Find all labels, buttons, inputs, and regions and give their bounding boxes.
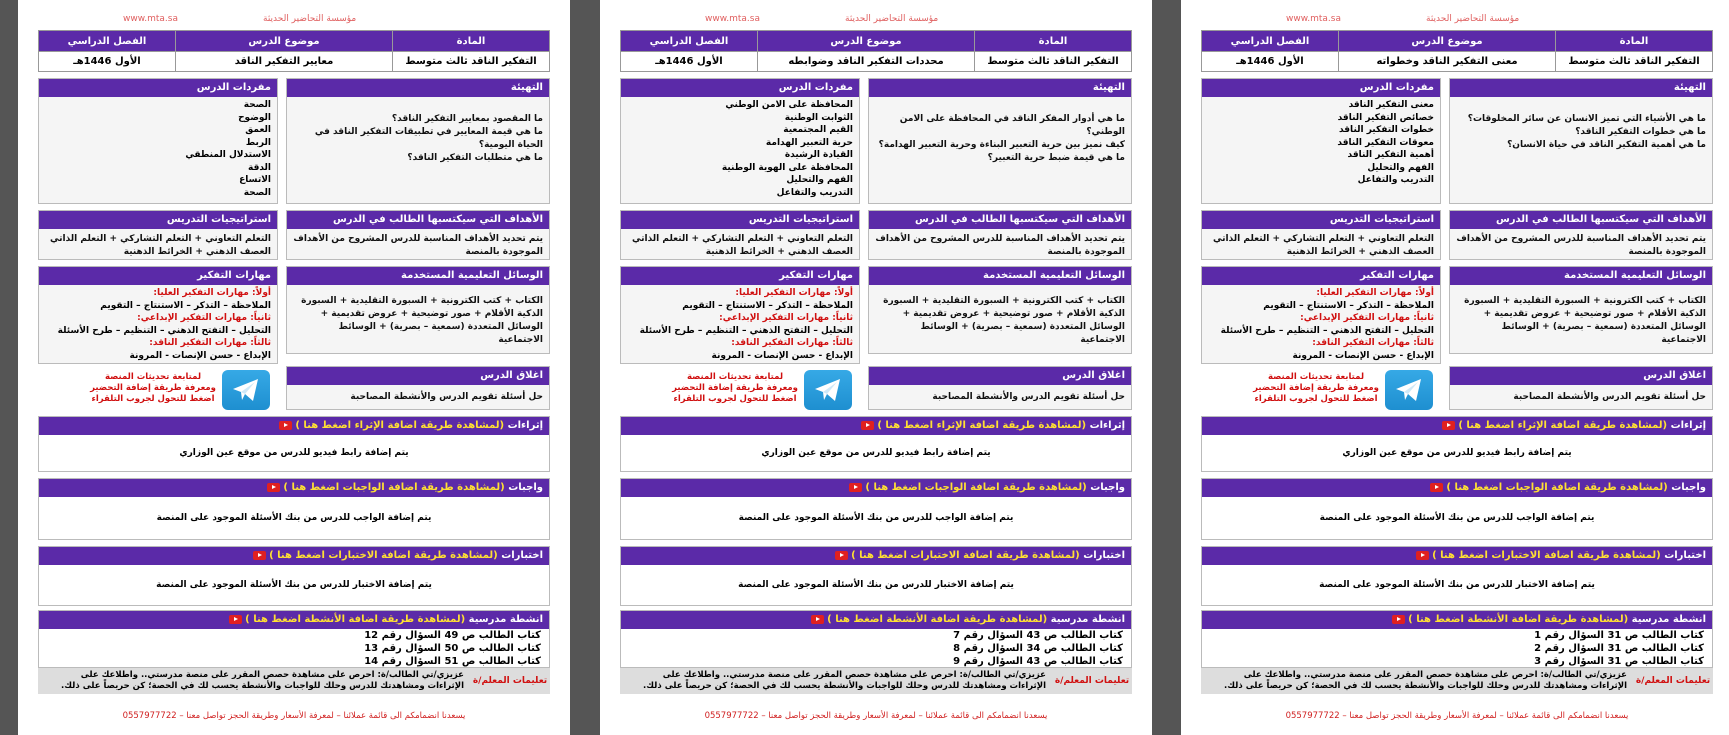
activities-list: كتاب الطالب ص 49 السؤال رقم 12 كتاب الطالب ص 50 السؤال رقم 13 كتاب الطالب ص 51 السؤال رقم 14: [364, 630, 541, 667]
notes-text: عزيزي/تي الطالب/ة: احرص على مشاهدة حصص المقرر على منصة مدرستي.. واطلاعك على الإثراءات ومشاهدتك للدرس وحلك للواجبات والأنشطة يحسب لك في الحصة؛ كن حريصاً على ذلك.: [643, 670, 1046, 691]
term-value: الأول 1446هـ: [655, 56, 723, 67]
warmup-title: التهيئة: [869, 79, 1131, 97]
term-header: الفصل الدراسي: [67, 35, 147, 47]
subject-header: المادة: [1555, 31, 1712, 51]
term-header: الفصل الدراسي: [1230, 35, 1310, 47]
vocab-item: الثوابت الوطنية: [784, 112, 853, 123]
media-box: الوسائل التعليمية المستخدمة الكتاب + كتب الكترونية + السبورة التقليدية + السبورة الذكية الأقلام + صور توضيحية + عروض تقديمية + الوسائل المتعددة (سمعية – بصرية) + الوسائط الاجتماعية: [868, 266, 1132, 354]
promo-text[interactable]: لمتابعة تحديثات المنصة ومعرفة طريقة إضافة التحضير اضغط للتحول لجروب التلقراء: [672, 372, 798, 404]
vocab-item: أهمية التفكير الناقد: [1347, 150, 1434, 160]
closing-title: اغلاق الدرس: [869, 367, 1131, 385]
tests-link[interactable]: (لمشاهدة طريقة اضافة الاختبارات اضغط هنا ): [1432, 550, 1661, 561]
closing-title: اغلاق الدرس: [287, 367, 549, 385]
subject-value: التفكير الناقد ثالث متوسط: [1555, 52, 1712, 71]
footer-contact: يسعدنا انضمامكم الى قائمة عملائنا – لمعرفة الأسعار وطريقة الحجز تواصل معنا – 0557977722: [704, 711, 1048, 721]
skill-line: الملاحظة – التذكر – الاستنتاج – التقويم: [1263, 300, 1434, 311]
skill-line: ثالثاً: مهارات التفكير الناقد:: [149, 338, 271, 348]
closing-box: اغلاق الدرس حل أسئلة تقويم الدرس والأنشطة المصاحبة: [868, 366, 1132, 410]
skill-line: الإبداع - حسن الإنصات - المرونة: [1292, 350, 1434, 361]
skill-line: أولاً: مهارات التفكير العليا:: [153, 288, 271, 298]
site-url[interactable]: www.mta.sa: [123, 14, 178, 24]
vocab-item: القيادة الرشيدة: [784, 150, 853, 160]
enrich-link[interactable]: (لمشاهدة طريقة اضافة الإثراء اضغط هنا ): [877, 420, 1087, 431]
tests-title: اختبارات: [1083, 550, 1125, 561]
goals-box: الأهداف التي سيكتسبها الطالب في الدرس يتم تحديد الأهداف المناسبة للدرس المشروح من الأهداف الموجودة بالمنصة: [868, 210, 1132, 260]
skill-line: ثانياً: مهارات التفكير الإبداعي:: [719, 313, 853, 323]
goals-title: الأهداف التي سيكتسبها الطالب في الدرس: [869, 211, 1131, 229]
homework-title: واجبات: [1671, 482, 1706, 493]
media-title: الوسائل التعليمية المستخدمة: [287, 267, 549, 285]
telegram-icon[interactable]: [222, 370, 270, 410]
vocab-item: الربط: [245, 137, 271, 148]
skill-line: الإبداع - حسن الإنصات - المرونة: [711, 350, 853, 361]
youtube-icon[interactable]: [253, 551, 266, 560]
warmup-box: التهيئة ما هي أدوار المفكر الناقد في المحافظة على الامن الوطني؟ كيف نميز بين حرية التعبير البناءة وحرية التعبير الهدامة؟ ما هي قيمة ضبط حرية التعبير؟: [868, 78, 1132, 204]
skills-title: مهارات التفكير: [621, 267, 859, 285]
vocab-item: العمق: [245, 125, 271, 135]
strategies-title: استراتيجيات التدريس: [1202, 211, 1440, 229]
warmup-box: التهيئة ما هي الأشياء التي تميز الانسان عن سائر المخلوقات؟ ما هي خطوات التفكير الناقد؟ ما هي أهمية التفكير الناقد في حياة الانسان؟: [1449, 78, 1713, 204]
lesson-plan-page: [600, 0, 1152, 735]
tests-link[interactable]: (لمشاهدة طريقة اضافة الاختبارات اضغط هنا ): [269, 550, 498, 561]
youtube-icon[interactable]: [1392, 615, 1405, 624]
topic-header: موضوع الدرس: [175, 31, 392, 51]
footer-contact: يسعدنا انضمامكم الى قائمة عملائنا – لمعرفة الأسعار وطريقة الحجز تواصل معنا – 0557977722: [122, 711, 466, 721]
youtube-icon[interactable]: [1442, 421, 1455, 430]
youtube-icon[interactable]: [1416, 551, 1429, 560]
vocab-title: مفردات الدرس: [621, 79, 859, 97]
youtube-icon[interactable]: [279, 421, 292, 430]
skill-line: ثالثاً: مهارات التفكير الناقد:: [1312, 338, 1434, 348]
vocab-item: المحافظة على الامن الوطني: [725, 100, 853, 110]
lesson-info-table: [1201, 30, 1713, 72]
topic-value: معنى التفكير الناقد وخطواته: [1338, 52, 1555, 71]
teacher-notes: [620, 668, 1132, 694]
media-title: الوسائل التعليمية المستخدمة: [869, 267, 1131, 285]
tests-section: اختبارات (لمشاهدة طريقة اضافة الاختبارات اضغط هنا ) يتم إضافة الاختبار للدرس من بنك الأسئلة الموجود على المنصة: [38, 546, 550, 606]
skill-line: الملاحظة – التذكر – الاستنتاج – التقويم: [682, 300, 853, 311]
skill-line: أولاً: مهارات التفكير العليا:: [1316, 288, 1434, 298]
warmup-title: التهيئة: [287, 79, 549, 97]
homework-link[interactable]: (لمشاهدة طريقة اضافة الواجبات اضغط هنا ): [865, 482, 1087, 493]
vocab-item: خصائص التفكير الناقد: [1337, 112, 1434, 123]
vocab-item: الصحة: [243, 187, 271, 198]
subject-value: التفكير الناقد ثالث متوسط: [392, 52, 549, 71]
goals-title: الأهداف التي سيكتسبها الطالب في الدرس: [287, 211, 549, 229]
tests-title: اختبارات: [501, 550, 543, 561]
vocab-box: [38, 78, 278, 204]
vocab-list: [39, 97, 277, 201]
activities-list: كتاب الطالب ص 43 السؤال رقم 7 كتاب الطالب ص 34 السؤال رقم 8 كتاب الطالب ص 43 السؤال رقم 9: [953, 630, 1123, 667]
notes-label: تعليمات المعلم/ة: [472, 676, 548, 686]
vocab-item: المحافظة على الهوية الوطنية: [721, 162, 853, 173]
topic-value: معايير التفكير الناقد: [175, 52, 392, 71]
homework-title: واجبات: [508, 482, 543, 493]
homework-link[interactable]: (لمشاهدة طريقة اضافة الواجبات اضغط هنا ): [1446, 482, 1668, 493]
closing-box: اغلاق الدرس حل أسئلة تقويم الدرس والأنشطة المصاحبة: [1449, 366, 1713, 410]
homework-link[interactable]: (لمشاهدة طريقة اضافة الواجبات اضغط هنا ): [283, 482, 505, 493]
activities-title: انشطة مدرسية: [468, 614, 543, 625]
vocab-item: التدريب والتفاعل: [1357, 175, 1434, 185]
vocab-item: القيم المجتمعية: [783, 125, 853, 135]
vocab-list: [1202, 97, 1440, 189]
youtube-icon[interactable]: [811, 615, 824, 624]
vocab-title: مفردات الدرس: [39, 79, 277, 97]
enrich-section: إثراءات (لمشاهدة طريقة اضافة الإثراء اضغط هنا ) يتم إضافة رابط فيديو للدرس من موقع عين الوزاري: [1201, 416, 1713, 472]
closing-box: اغلاق الدرس حل أسئلة تقويم الدرس والأنشطة المصاحبة: [286, 366, 550, 410]
vocab-item: الاستدلال المنطقي: [185, 150, 271, 160]
vocab-item: الفهم والتحليل: [1367, 162, 1434, 173]
topic-header: موضوع الدرس: [1338, 31, 1555, 51]
org-name: مؤسسة التحاضير الحديثة: [1426, 14, 1520, 24]
telegram-icon[interactable]: [804, 370, 852, 410]
youtube-icon[interactable]: [1430, 483, 1443, 492]
activities-link[interactable]: (لمشاهدة طريقة اضافة الأنشطة اضغط هنا ): [245, 614, 466, 625]
skill-line: الإبداع - حسن الإنصات - المرونة: [129, 350, 271, 361]
skills-box: [620, 266, 860, 364]
tests-title: اختبارات: [1664, 550, 1706, 561]
site-url[interactable]: www.mta.sa: [705, 14, 760, 24]
topic-header: موضوع الدرس: [757, 31, 974, 51]
media-box: الوسائل التعليمية المستخدمة الكتاب + كتب الكترونية + السبورة التقليدية + السبورة الذكية الأقلام + صور توضيحية + عروض تقديمية + الوسائل المتعددة (سمعية – بصرية) + الوسائط الاجتماعية: [286, 266, 550, 354]
enrich-link[interactable]: (لمشاهدة طريقة اضافة الإثراء اضغط هنا ): [1458, 420, 1668, 431]
warmup-title: التهيئة: [1450, 79, 1712, 97]
term-value: الأول 1446هـ: [73, 56, 141, 67]
teacher-notes: [1201, 668, 1713, 694]
footer-contact: يسعدنا انضمامكم الى قائمة عملائنا – لمعرفة الأسعار وطريقة الحجز تواصل معنا – 0557977722: [1285, 711, 1629, 721]
goals-box: الأهداف التي سيكتسبها الطالب في الدرس يتم تحديد الأهداف المناسبة للدرس المشروح من الأهداف الموجودة بالمنصة: [1449, 210, 1713, 260]
site-url[interactable]: www.mta.sa: [1286, 14, 1341, 24]
enrich-title: إثراءات: [1089, 420, 1125, 431]
lesson-plan-page: [18, 0, 570, 735]
skills-box: [1201, 266, 1441, 364]
activities-title: انشطة مدرسية: [1631, 614, 1706, 625]
lesson-info-table: [38, 30, 550, 72]
vocab-box: [620, 78, 860, 204]
enrich-title: إثراءات: [507, 420, 543, 431]
skill-line: أولاً: مهارات التفكير العليا:: [735, 288, 853, 298]
strategies-box: استراتيجيات التدريس التعلم التعاوني + التعلم التشاركي + التعلم الذاتي العصف الذهني + الخرائط الذهنية: [1201, 210, 1441, 260]
strategies-box: استراتيجيات التدريس التعلم التعاوني + التعلم التشاركي + التعلم الذاتي العصف الذهني + الخرائط الذهنية: [38, 210, 278, 260]
vocab-item: الوضوح: [238, 112, 271, 123]
enrich-title: إثراءات: [1670, 420, 1706, 431]
activities-list: كتاب الطالب ص 31 السؤال رقم 1 كتاب الطالب ص 31 السؤال رقم 2 كتاب الطالب ص 31 السؤال رقم 3: [1534, 630, 1704, 667]
enrich-section: إثراءات (لمشاهدة طريقة اضافة الإثراء اضغط هنا ) يتم إضافة رابط فيديو للدرس من موقع عين الوزاري: [38, 416, 550, 472]
goals-title: الأهداف التي سيكتسبها الطالب في الدرس: [1450, 211, 1712, 229]
tests-link[interactable]: (لمشاهدة طريقة اضافة الاختبارات اضغط هنا ): [851, 550, 1080, 561]
youtube-icon[interactable]: [835, 551, 848, 560]
homework-section: واجبات (لمشاهدة طريقة اضافة الواجبات اضغط هنا ) يتم إضافة الواجب للدرس من بنك الأسئلة الموجود على المنصة: [38, 478, 550, 540]
youtube-icon[interactable]: [229, 615, 242, 624]
topic-value: محددات التفكير الناقد وضوابطه: [757, 52, 974, 71]
vocab-item: معنى التفكير الناقد: [1348, 100, 1434, 110]
vocab-item: الصحة: [243, 100, 271, 110]
tests-section: اختبارات (لمشاهدة طريقة اضافة الاختبارات اضغط هنا ) يتم إضافة الاختبار للدرس من بنك الأسئلة الموجود على المنصة: [1201, 546, 1713, 606]
activities-section: [620, 610, 1132, 668]
media-box: الوسائل التعليمية المستخدمة الكتاب + كتب الكترونية + السبورة التقليدية + السبورة الذكية الأقلام + صور توضيحية + عروض تقديمية + الوسائل المتعددة (سمعية – بصرية) + الوسائط الاجتماعية: [1449, 266, 1713, 354]
tests-section: اختبارات (لمشاهدة طريقة اضافة الاختبارات اضغط هنا ) يتم إضافة الاختبار للدرس من بنك الأسئلة الموجود على المنصة: [620, 546, 1132, 606]
activities-title: انشطة مدرسية: [1050, 614, 1125, 625]
notes-label: تعليمات المعلم/ة: [1054, 676, 1130, 686]
homework-section: واجبات (لمشاهدة طريقة اضافة الواجبات اضغط هنا ) يتم إضافة الواجب للدرس من بنك الأسئلة الموجود على المنصة: [1201, 478, 1713, 540]
notes-text: عزيزي/تي الطالب/ة: احرص على مشاهدة حصص المقرر على منصة مدرستي.. واطلاعك على الإثراءات ومشاهدتك للدرس وحلك للواجبات والأنشطة يحسب لك في الحصة؛ كن حريصاً على ذلك.: [1224, 670, 1627, 691]
enrich-section: إثراءات (لمشاهدة طريقة اضافة الإثراء اضغط هنا ) يتم إضافة رابط فيديو للدرس من موقع عين الوزاري: [620, 416, 1132, 472]
vocab-item: الاتساع: [239, 175, 271, 185]
lesson-plan-page: [1181, 0, 1729, 735]
promo-text[interactable]: لمتابعة تحديثات المنصة ومعرفة طريقة إضافة التحضير اضغط للتحول لجروب التلقراء: [90, 372, 216, 404]
org-name: مؤسسة التحاضير الحديثة: [263, 14, 357, 24]
strategies-box: استراتيجيات التدريس التعلم التعاوني + التعلم التشاركي + التعلم الذاتي العصف الذهني + الخرائط الذهنية: [620, 210, 860, 260]
vocab-box: [1201, 78, 1441, 204]
lesson-info-table: [620, 30, 1132, 72]
youtube-icon[interactable]: [861, 421, 874, 430]
skill-line: التحليل – التفتح الذهني – التنظيم – طرح الأسئلة: [57, 325, 271, 336]
vocab-item: الدقة: [247, 162, 271, 173]
homework-section: واجبات (لمشاهدة طريقة اضافة الواجبات اضغط هنا ) يتم إضافة الواجب للدرس من بنك الأسئلة الموجود على المنصة: [620, 478, 1132, 540]
activities-link[interactable]: (لمشاهدة طريقة اضافة الأنشطة اضغط هنا ): [1408, 614, 1629, 625]
closing-title: اغلاق الدرس: [1450, 367, 1712, 385]
strategies-title: استراتيجيات التدريس: [621, 211, 859, 229]
vocab-list: [621, 97, 859, 201]
telegram-icon[interactable]: [1385, 370, 1433, 410]
vocab-item: معوقات التفكير الناقد: [1337, 137, 1434, 148]
subject-header: المادة: [392, 31, 549, 51]
skill-line: ثانياً: مهارات التفكير الإبداعي:: [1300, 313, 1434, 323]
warmup-box: التهيئة ما المقصود بمعايير التفكير الناقد؟ ما هي قيمة المعايير في تطبيقات التفكير الناقد في الحياة اليومية؟ ما هي متطلبات التفكير الناقد؟: [286, 78, 550, 204]
term-header: الفصل الدراسي: [649, 35, 729, 47]
subject-value: التفكير الناقد ثالث متوسط: [974, 52, 1131, 71]
vocab-item: خطوات التفكير الناقد: [1338, 125, 1434, 135]
notes-label: تعليمات المعلم/ة: [1635, 676, 1711, 686]
skills-title: مهارات التفكير: [39, 267, 277, 285]
enrich-link[interactable]: (لمشاهدة طريقة اضافة الإثراء اضغط هنا ): [295, 420, 505, 431]
subject-header: المادة: [974, 31, 1131, 51]
activities-section: [1201, 610, 1713, 668]
strategies-title: استراتيجيات التدريس: [39, 211, 277, 229]
skills-title: مهارات التفكير: [1202, 267, 1440, 285]
skill-line: ثانياً: مهارات التفكير الإبداعي:: [137, 313, 271, 323]
youtube-icon[interactable]: [267, 483, 280, 492]
vocab-item: الفهم والتحليل: [786, 175, 853, 185]
goals-box: الأهداف التي سيكتسبها الطالب في الدرس يتم تحديد الأهداف المناسبة للدرس المشروح من الأهداف الموجودة بالمنصة: [286, 210, 550, 260]
homework-title: واجبات: [1090, 482, 1125, 493]
media-title: الوسائل التعليمية المستخدمة: [1450, 267, 1712, 285]
skill-line: ثالثاً: مهارات التفكير الناقد:: [731, 338, 853, 348]
activities-link[interactable]: (لمشاهدة طريقة اضافة الأنشطة اضغط هنا ): [827, 614, 1048, 625]
promo-text[interactable]: لمتابعة تحديثات المنصة ومعرفة طريقة إضافة التحضير اضغط للتحول لجروب التلقراء: [1253, 372, 1379, 404]
youtube-icon[interactable]: [849, 483, 862, 492]
skill-line: التحليل – التفتح الذهني – التنظيم – طرح الأسئلة: [639, 325, 853, 336]
term-value: الأول 1446هـ: [1236, 56, 1304, 67]
skill-line: الملاحظة – التذكر – الاستنتاج – التقويم: [100, 300, 271, 311]
vocab-item: التدريب والتفاعل: [776, 187, 853, 198]
teacher-notes: [38, 668, 550, 694]
org-name: مؤسسة التحاضير الحديثة: [845, 14, 939, 24]
vocab-item: حرية التعبير الهدامة: [765, 137, 853, 148]
notes-text: عزيزي/تي الطالب/ة: احرص على مشاهدة حصص المقرر على منصة مدرستي.. واطلاعك على الإثراءات ومشاهدتك للدرس وحلك للواجبات والأنشطة يحسب لك في الحصة؛ كن حريصاً على ذلك.: [61, 670, 464, 691]
skills-box: [38, 266, 278, 364]
skill-line: التحليل – التفتح الذهني – التنظيم – طرح الأسئلة: [1220, 325, 1434, 336]
vocab-title: مفردات الدرس: [1202, 79, 1440, 97]
activities-section: [38, 610, 550, 668]
